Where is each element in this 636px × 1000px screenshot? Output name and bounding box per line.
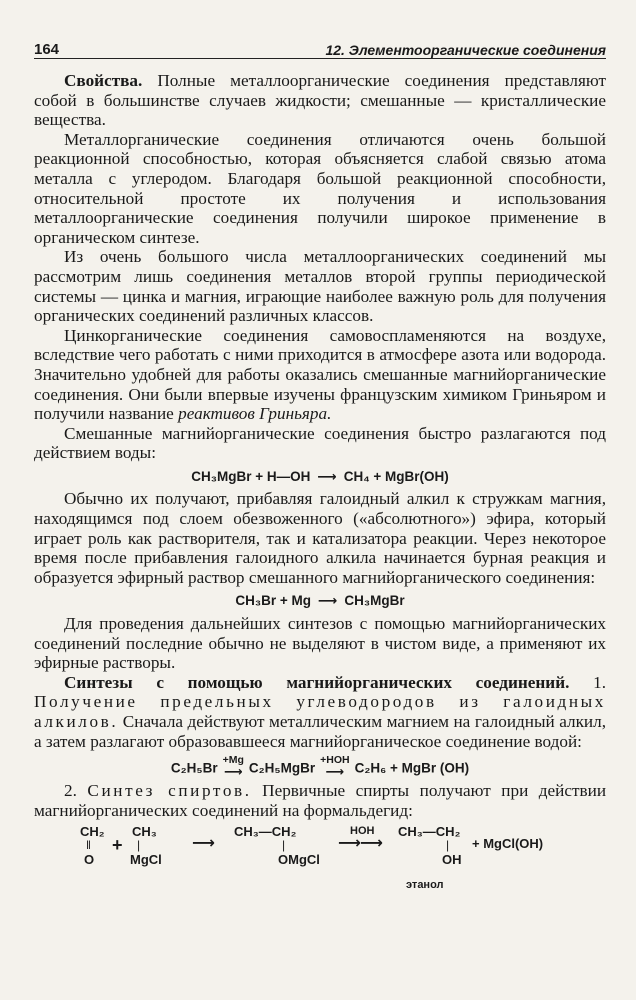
reactant-ethyl-bromide: C₂H₅Br — [170, 760, 218, 776]
reaction-arrow: ⟶ — [223, 764, 243, 780]
equation-products: C₂H₆ + MgBr (OH) — [354, 760, 470, 776]
formaldehyde-o: O — [84, 852, 95, 868]
paragraph-hydrolysis: Смешанные магнийорганические соединения быстро разлагаются под действием воды: — [34, 423, 606, 463]
equation-products: CH₄ + MgBr(OH) — [343, 468, 449, 484]
paragraph-second-group: Из очень большого числа металлоорганических соединений мы рассмотрим лишь соединения металлов второй группы периодической системы — цинка и магния, играющие наиболее важную роль для получения органических соединений различных классов. — [34, 247, 606, 326]
reaction-arrow: ⟶ — [192, 835, 215, 853]
product-name-label: этанол — [406, 879, 444, 892]
paragraph-preparation: Обычно их получают, прибавляя галоидный алкил к стружкам магния, находящимся под слоем обезвоженного («абсолютного») эфира, который играет роль как растворителя, так и катализатора реакции. Через некоторое время после прибавления галоидного алкила начинается бурная реакция и образуется эфирный раствор смешанного магнийорганического соединения: — [34, 489, 606, 587]
item-number: 2. — [64, 781, 88, 801]
paragraph-properties — [34, 71, 606, 130]
reaction-arrow: ⟶⟶ — [338, 835, 382, 853]
section-lead-properties: Свойства. — [64, 71, 143, 90]
equation-products: CH₃MgBr — [344, 593, 405, 609]
paragraph-text: Полные металлоорганические соединения представляют собой в большинстве случаев жидкости; смешанные — кристаллические вещества. — [34, 71, 606, 130]
paragraph-text: Цинкорганические соединения самовоспламеняются на воздухе, вследствие чего работать с ними приходится в атмосфере азота или водорода. Значительно удобней для работы оказались смешанные магнийорганические соединения. Они были впервые изучены французским химиком Гриньяром и получили название — [34, 325, 606, 424]
spaced-heading-hydrocarbons: Получение предельных углеводородов из галоидных алкилов. — [34, 692, 606, 731]
reagent-mgcl: MgCl — [130, 852, 162, 868]
single-bond-mark: | — [446, 838, 450, 853]
page-body — [34, 71, 606, 898]
paragraph-text: Сначала действуют металлическим магнием на галоидный алкил, а затем разлагают образовавшееся магнийорганическое соединение водой: — [34, 712, 606, 751]
equation-reactants: CH₃MgBr + H—OH — [191, 468, 311, 484]
paragraph-syntheses — [34, 673, 606, 751]
reaction-arrow: ⟶ — [318, 593, 338, 609]
single-bond-mark: | — [282, 838, 286, 853]
book-page — [34, 32, 606, 898]
product-oh: OH — [442, 852, 462, 868]
paragraph-zinc-organic — [34, 326, 606, 424]
spaced-heading-alcohols: Синтез спиртов. — [87, 781, 252, 801]
intermediate-ch3ch2: CH₃—CH₂ — [234, 824, 297, 840]
single-bond-mark: | — [137, 838, 141, 853]
section-lead-syntheses: Синтезы с помощью магнийорганических соединений. — [64, 672, 570, 692]
arrow-with-mg — [223, 755, 244, 778]
arrow-with-hoh — [320, 755, 349, 778]
item-number: 1. — [569, 672, 606, 692]
equation-grignard-formation — [34, 591, 606, 611]
arrow-condition-hoh: HOH — [350, 825, 375, 838]
reaction-arrow: ⟶ — [325, 764, 345, 780]
paragraph-alcohols — [34, 781, 606, 820]
paragraph-text: Первичные спирты получают при действии магнийорганических соединений на формальдегид: — [34, 781, 607, 820]
intermediate-grignard: C₂H₅MgBr — [248, 760, 316, 776]
equation-hydrolysis — [34, 467, 606, 487]
formaldehyde-ch2: CH₂ — [80, 824, 105, 840]
chapter-title: 12. Элементоорганические соединения — [325, 42, 606, 58]
product-ch3ch2: CH₃—CH₂ — [398, 824, 461, 840]
reaction-arrow: ⟶ — [317, 468, 337, 484]
page-header — [34, 32, 606, 59]
intermediate-omgcl: OMgCl — [278, 852, 320, 868]
paragraph-reactivity: Металлорганические соединения отличаются очень большой реакционной способностью, которая объясняется слабой связью атома металла с углеродом. Благодаря большой реакционной способности, относительной простоте их получения и использования металлоорганические соединения получили широкое применение в органическом синтезе. — [34, 129, 606, 247]
formaldehyde-reaction-scheme — [34, 822, 606, 898]
arrow-condition: +HOH — [320, 754, 350, 767]
grignard-term: реактивов Гриньяра. — [178, 404, 332, 424]
arrow-condition: +Mg — [222, 754, 244, 767]
double-bond-mark: ‖ — [86, 838, 91, 853]
reagent-ch3: CH₃ — [132, 824, 157, 840]
paragraph-ether-solutions: Для проведения дальнейших синтезов с помощью магнийорганических соединений последние обычно не выделяют в чистом виде, а применяют их эфирные растворы. — [34, 614, 606, 673]
page-number: 164 — [34, 41, 60, 58]
equation-reactants: CH₃Br + Mg — [235, 593, 311, 609]
side-product: + MgCl(OH) — [472, 836, 544, 852]
equation-two-step — [34, 755, 606, 778]
plus-sign: + — [112, 835, 123, 856]
